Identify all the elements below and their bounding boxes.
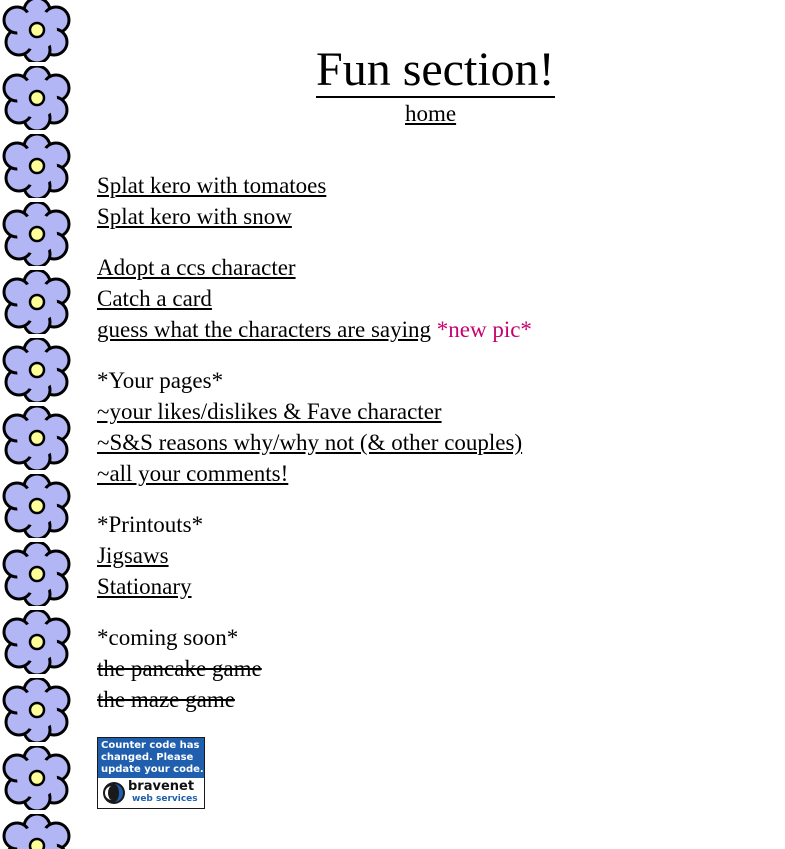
flower-icon: [2, 338, 72, 402]
catch-card-link[interactable]: Catch a card: [97, 286, 212, 311]
ss-reasons-link[interactable]: ~S&S reasons why/why not (& other couples): [97, 430, 523, 455]
maze-game-item: the maze game: [97, 687, 235, 712]
counter-line-1: Counter code has: [101, 740, 200, 751]
flower-icon: [2, 542, 72, 606]
bravenet-logo-icon: [102, 781, 126, 805]
splat-kero-tomatoes-link[interactable]: Splat kero with tomatoes: [97, 173, 327, 198]
counter-line-3: update your code.: [101, 764, 204, 775]
flower-icon: [2, 746, 72, 810]
new-pic-badge: *new pic*: [436, 317, 532, 342]
likes-dislikes-link[interactable]: ~your likes/dislikes & Fave character: [97, 399, 442, 424]
coming-soon-heading: *coming soon*: [97, 625, 239, 650]
flower-icon: [2, 474, 72, 538]
guess-characters-link[interactable]: guess what the characters are saying: [97, 317, 431, 342]
flower-icon: [2, 134, 72, 198]
bravenet-name: bravenet: [128, 779, 195, 794]
your-pages-heading: *Your pages*: [97, 368, 224, 393]
pancake-game-item: the pancake game: [97, 656, 262, 681]
bravenet-brand: [98, 778, 204, 808]
flower-icon: [2, 814, 72, 849]
splat-kero-snow-link[interactable]: Splat kero with snow: [97, 204, 292, 229]
adopt-character-link[interactable]: Adopt a ccs character: [97, 255, 296, 280]
flower-icon: [2, 610, 72, 674]
flower-icon: [2, 270, 72, 334]
flower-icon: [2, 678, 72, 742]
flower-icon: [2, 406, 72, 470]
home-link[interactable]: home: [405, 101, 457, 126]
all-comments-link[interactable]: ~all your comments!: [97, 461, 289, 486]
flower-border: [0, 0, 75, 849]
jigsaws-link[interactable]: Jigsaws: [97, 543, 169, 568]
printouts-heading: *Printouts*: [97, 512, 204, 537]
counter-message: [98, 738, 204, 778]
stationary-link[interactable]: Stationary: [97, 574, 192, 599]
counter-line-2: changed. Please: [101, 752, 194, 763]
flower-icon: [2, 66, 72, 130]
guess-line: [97, 316, 532, 344]
page-title: Fun section!: [316, 43, 555, 96]
counter-badge[interactable]: [97, 737, 205, 809]
flower-icon: [2, 202, 72, 266]
flower-icon: [2, 0, 72, 62]
bravenet-subtitle: web services: [132, 794, 198, 804]
